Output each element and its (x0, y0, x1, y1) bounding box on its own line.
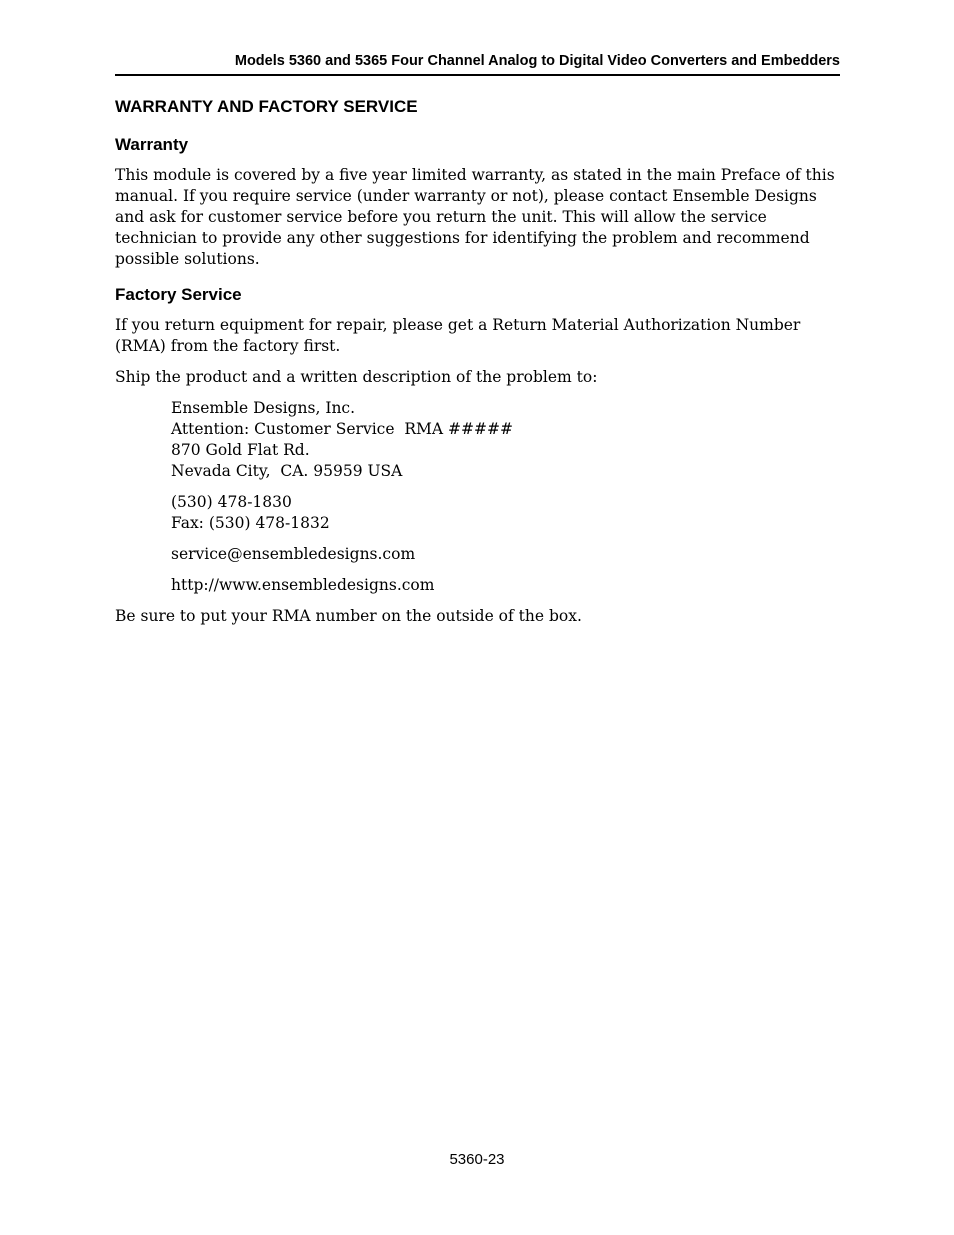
closing-paragraph: Be sure to put your RMA number on the outside of the box. (115, 607, 582, 625)
rma-paragraph: If you return equipment for repair, please get a Return Material Authorization Number (RMA) from the factory first. (115, 316, 801, 355)
warranty-heading: Warranty (115, 135, 189, 154)
ship-paragraph: Ship the product and a written description of the problem to: (115, 368, 598, 386)
website-url: http://www.ensembledesigns.com (171, 576, 435, 594)
section-title: WARRANTY AND FACTORY SERVICE (115, 97, 418, 116)
address-attention: Attention: Customer Service RMA ##### (171, 420, 513, 438)
page-content (115, 96, 840, 627)
service-email: service@ensembledesigns.com (171, 545, 416, 563)
header-rule (115, 74, 840, 76)
address-block (171, 398, 840, 596)
running-header: Models 5360 and 5365 Four Channel Analog to Digital Video Converters and Embedders (234, 53, 840, 69)
address-company: Ensemble Designs, Inc. (171, 399, 356, 417)
mailing-address (171, 398, 840, 482)
address-street: 870 Gold Flat Rd. (171, 441, 310, 459)
website-group (171, 575, 840, 596)
factory-service-heading: Factory Service (115, 285, 242, 304)
address-city: Nevada City, CA. 95959 USA (171, 462, 403, 480)
phone-number: (530) 478-1830 (171, 493, 292, 511)
page-number: 5360-23 (449, 1151, 505, 1168)
warranty-paragraph: This module is covered by a five year limited warranty, as stated in the main Preface of this manual. If you require service (under warranty or not), please contact Ensemble Designs and ask for customer service before you return the unit. This will allow the service technician to provide any other suggestions for identifying the problem and recommend possible solutions. (115, 166, 835, 268)
email-group (171, 544, 840, 565)
phone-fax (171, 492, 840, 534)
fax-number: Fax: (530) 478-1832 (171, 514, 330, 532)
